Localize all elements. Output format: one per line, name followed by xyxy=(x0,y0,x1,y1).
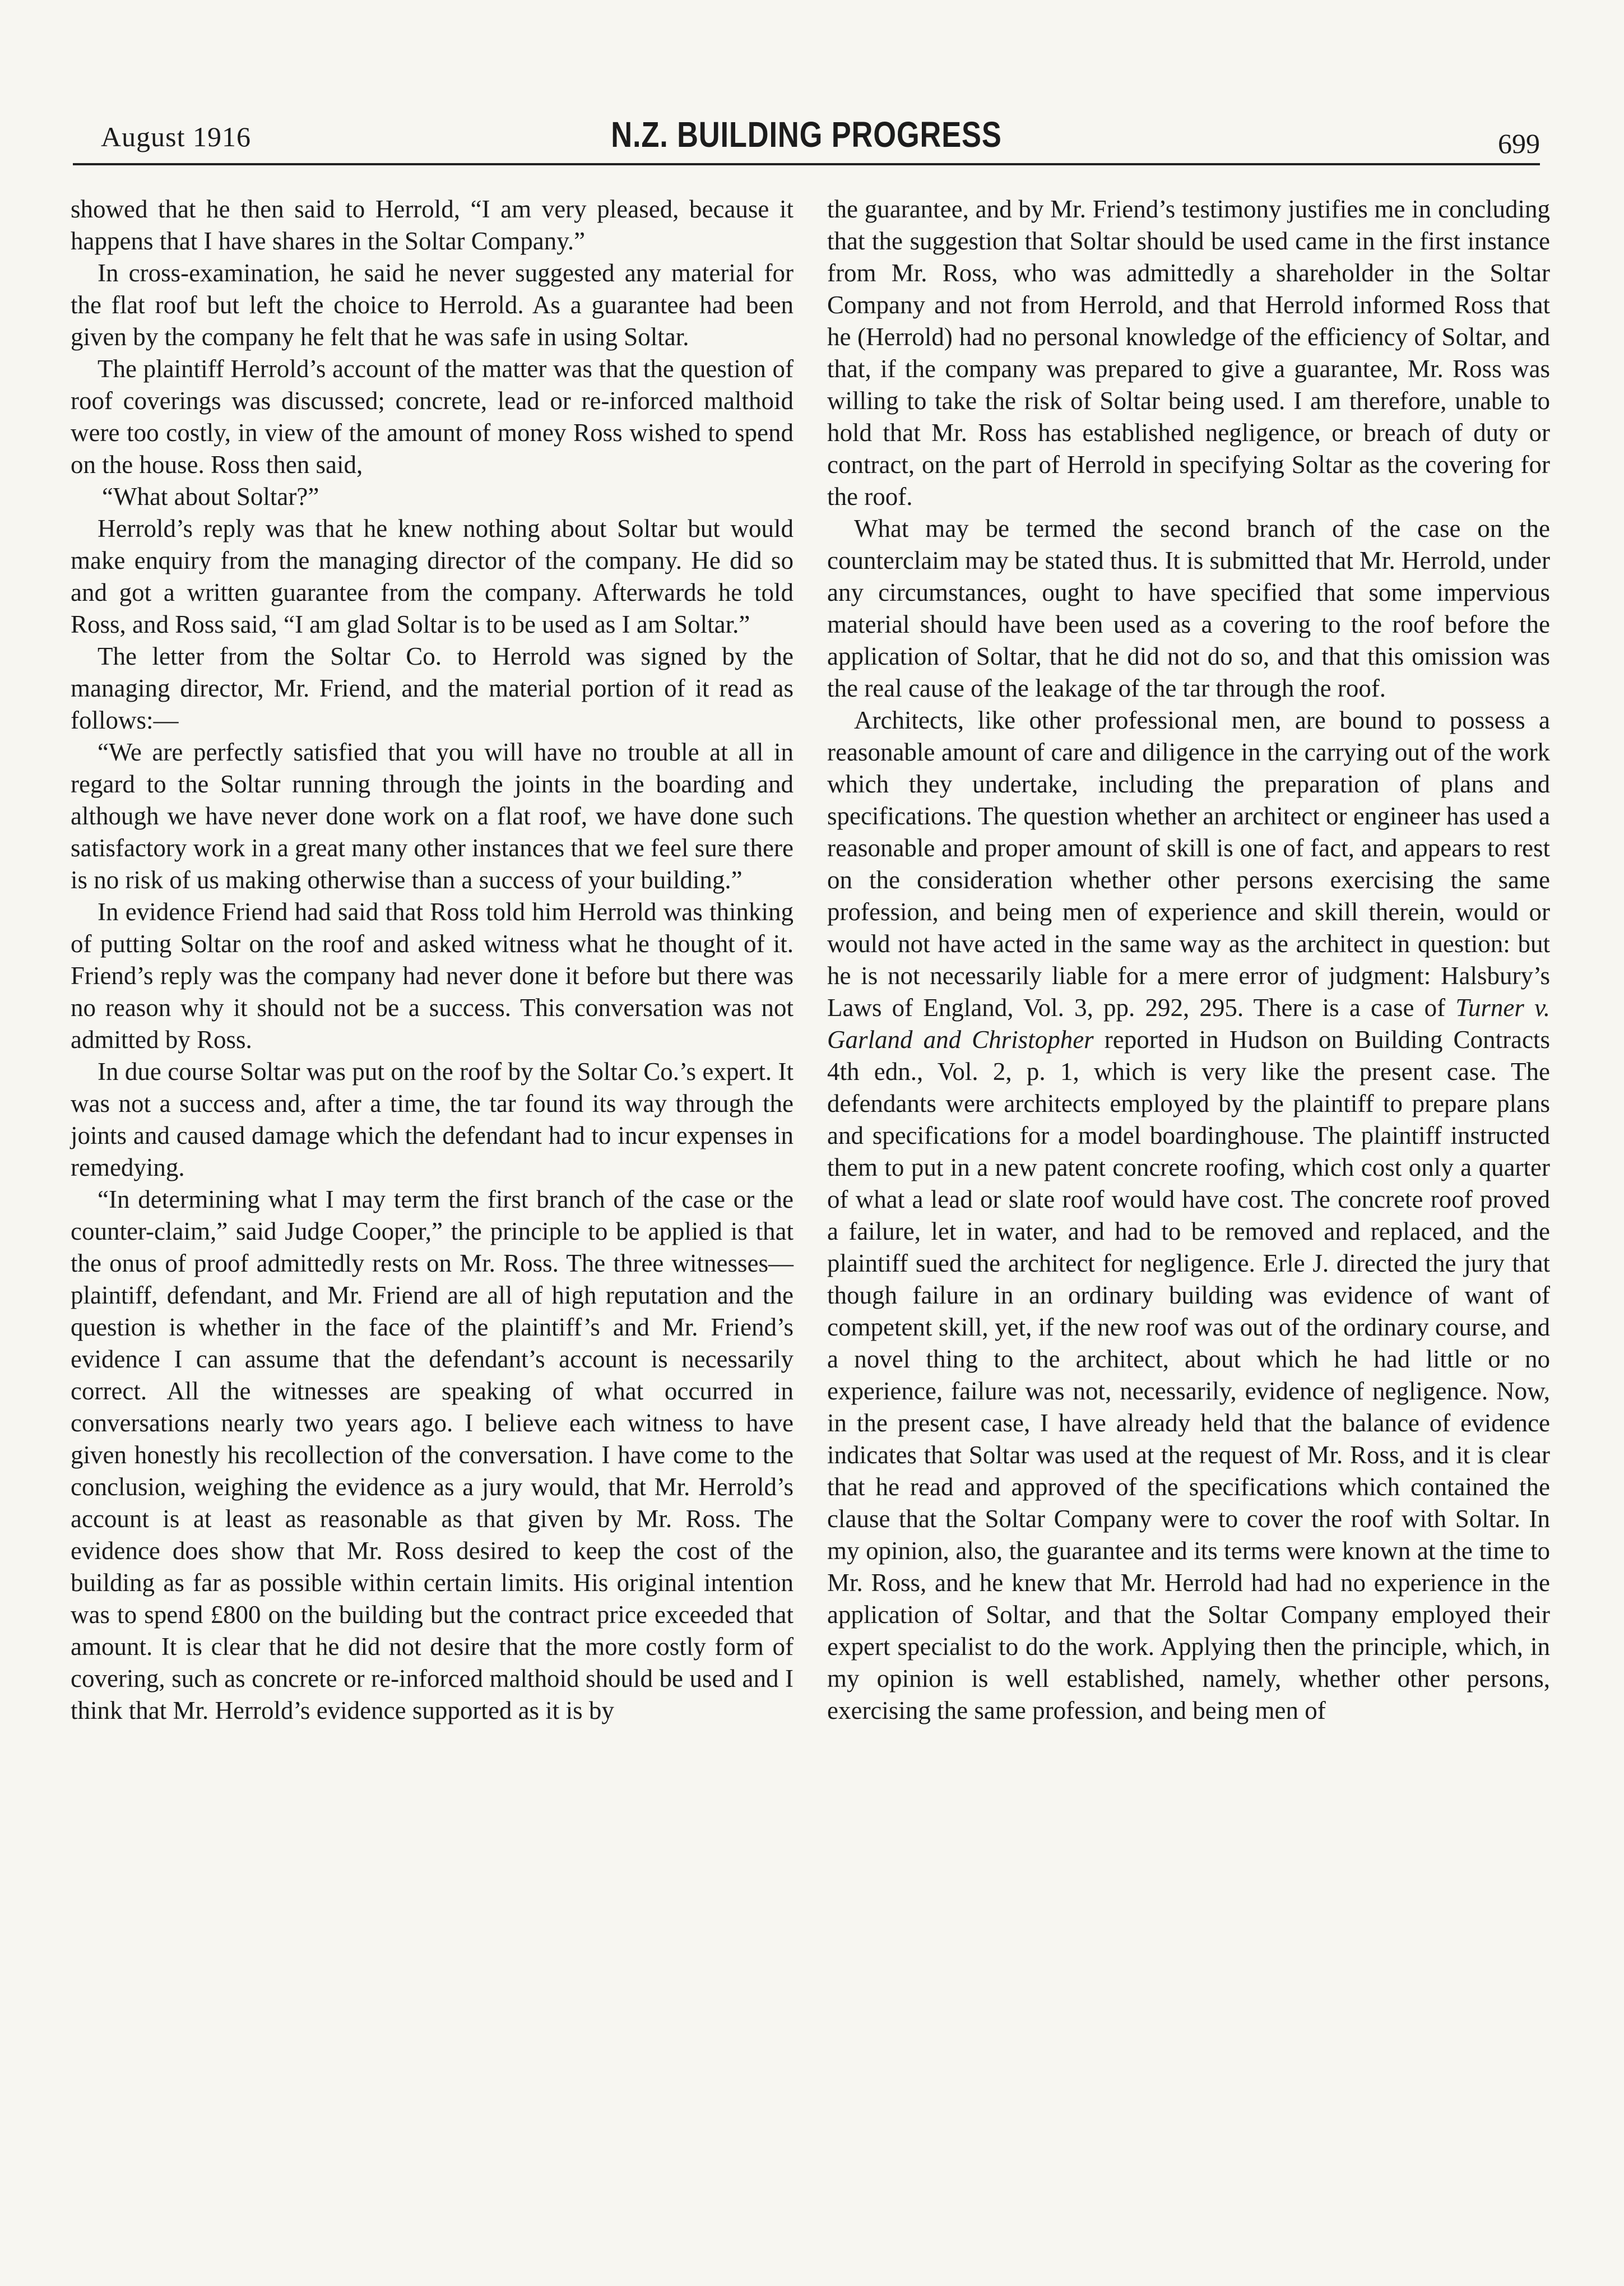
paragraph: In evidence Friend had said that Ross told him Herrold was thinking of putting Soltar on the roof and asked witness what he thought of it. Friend’s reply was the company had never done it before but there was no reason why it should not be a success. This conversation was not admitted by Ross. xyxy=(71,898,794,1054)
paragraph-text: reported in Hudson on Building Contracts 4th edn., Vol. 2, p. 1, which is very like the present case. The defendants were architects employed by the plaintiff to prepare plans and specifications for a model boardinghouse. The plaintiff instructed them to put in a new patent concrete roofing, which cost only a quarter of what a lead or slate roof would have cost. The concrete roof proved a failure, let in water, and had to be removed and replaced, and the plaintiff sued the architect for negligence. Erle J. directed the jury that though failure in an ordinary building was evidence of want of competent skill, yet, if the new roof was out of the ordinary course, and a novel thing to the architect, about which he had little or no experience, failure was not, necessarily, evidence of negligence. Now, in the present case, I have already held that the balance of evidence indicates that Soltar was used at the request of Mr. Ross, and it is clear that he read and approved of the specifications which contained the clause that the Soltar Company were to cover the roof with Soltar. In my opinion, also, the guarantee and its terms were known at the time to Mr. Ross, and he knew that Mr. Herrold had had no experience in the application of Soltar, and that the Soltar Company employed their expert specialist to do the work. Applying then the principle, which, in my opinion is well established, namely, whether other persons, exercising the same profession, and being men of xyxy=(827,1026,1551,1724)
paragraph: the guarantee, and by Mr. Friend’s testimony justifies me in concluding that the suggestion that Soltar should be used came in the first instance from Mr. Ross, who was admittedly a shareholder in the Soltar Company and not from Herrold, and that Herrold informed Ross that he (Herrold) had no personal knowledge of the efficiency of Soltar, and that, if the company was prepared to give a guarantee, Mr. Ross was willing to take the risk of Soltar being used. I am therefore, unable to hold that Mr. Ross has established negligence, or breach of duty or contract, on the part of Herrold in specifying Soltar as the covering for the roof. xyxy=(827,195,1550,511)
paragraph: In due course Soltar was put on the roof by the Soltar Co.’s expert. It was not a success and, after a time, the tar found its way through the joints and caused damage which the defendant had to incur expenses in remedying. xyxy=(71,1058,794,1181)
judgment-paragraph: “In determining what I may term the first branch of the case or the counter-claim,” said Judge Cooper,” the principle to be applied is that the onus of proof admittedly rests on Mr. Ross. The three witnesses—plaintiff, defendant, and Mr. Friend are all of high reputation and the question is whether in the face of the plaintiff’s and Mr. Friend’s evidence I can assume that the defendant’s account is necessarily correct. All the witnesses are speaking of what occurred in conversations nearly two years ago. I believe each witness to have given honestly his recollection of the conversation. I have come to the conclusion, weighing the evidence as a jury would, that Mr. Herrold’s account is at least as reasonable as that given by Mr. Ross. The evidence does show that Mr. Ross desired to keep the cost of the building as far as possible within certain limits. His original intention was to spend £800 on the building but the contract price exceeded that amount. It is clear that he did not desire that the more costly form of covering, such as concrete or re-inforced malthoid should be used and I think that Mr. Herrold’s evidence supported as it is by xyxy=(71,1185,794,1724)
paragraph xyxy=(827,704,1550,1727)
right-column xyxy=(827,193,1550,1727)
paragraph: The letter from the Soltar Co. to Herrold was signed by the managing director, Mr. Friend, and the material portion of it read as follows:— xyxy=(71,642,794,734)
paragraph: In cross-examination, he said he never suggested any material for the flat roof but left the choice to Herrold. As a guarantee had been given by the company he felt that he was safe in using Soltar. xyxy=(71,259,794,351)
left-column xyxy=(71,193,794,1727)
paragraph: showed that he then said to Herrold, “I am very pleased, because it happens that I have shares in the Soltar Company.” xyxy=(71,195,794,255)
page-number: 699 xyxy=(1498,128,1540,159)
paragraph: The plaintiff Herrold’s account of the matter was that the question of roof coverings was discussed; concrete, lead or re-inforced malthoid were too costly, in view of the amount of money Ross wished to spend on the house. Ross then said, xyxy=(71,355,794,479)
quote-line: “What about Soltar?” xyxy=(102,483,319,511)
paragraph-text: Architects, like other professional men, are bound to possess a reasonable amount of care and diligence in the carrying out of the work which they undertake, including the preparation of plans and specifications. The question whether an architect or engineer has used a reasonable and proper amount of skill is one of fact, and appears to rest on the consideration whether other persons exercising the same profession, and being men of experience and skill therein, would or would not have acted in the same way as the architect in question: but he is not necessarily liable for a mere error of judgment: Halsbury’s Laws of England, Vol. 3, pp. 292, 295. There is a case of xyxy=(827,706,1550,1022)
paragraph: Herrold’s reply was that he knew nothing about Soltar but would make enquiry from the managing director of the company. He did so and got a written guarantee from the company. Afterwards he told Ross, and Ross said, “I am glad Soltar is to be used as I am Soltar.” xyxy=(71,514,794,638)
publication-title: N.Z. BUILDING PROGRESS xyxy=(611,114,1002,155)
issue-date: August 1916 xyxy=(101,121,251,152)
paragraph: What may be termed the second branch of the case on the counterclaim may be stated thus. It is submitted that Mr. Herrold, under any circumstances, ought to have specified that some impervious material should have been used as a covering to the roof before the application of Soltar, that he did not do so, and that this omission was the real cause of the leakage of the tar through the roof. xyxy=(827,514,1550,702)
case-name: Turner v. Garland and Christopher xyxy=(827,994,1550,1054)
letter-quote: “We are perfectly satisfied that you will have no trouble at all in regard to the Soltar running through the joints in the boarding and although we have never done work on a flat roof, we have done such satisfactory work in a great many other instances that we feel sure there is no risk of us making otherwise than a success of your building.” xyxy=(71,738,794,894)
page-header xyxy=(73,104,1540,165)
header-rule xyxy=(73,163,1540,165)
